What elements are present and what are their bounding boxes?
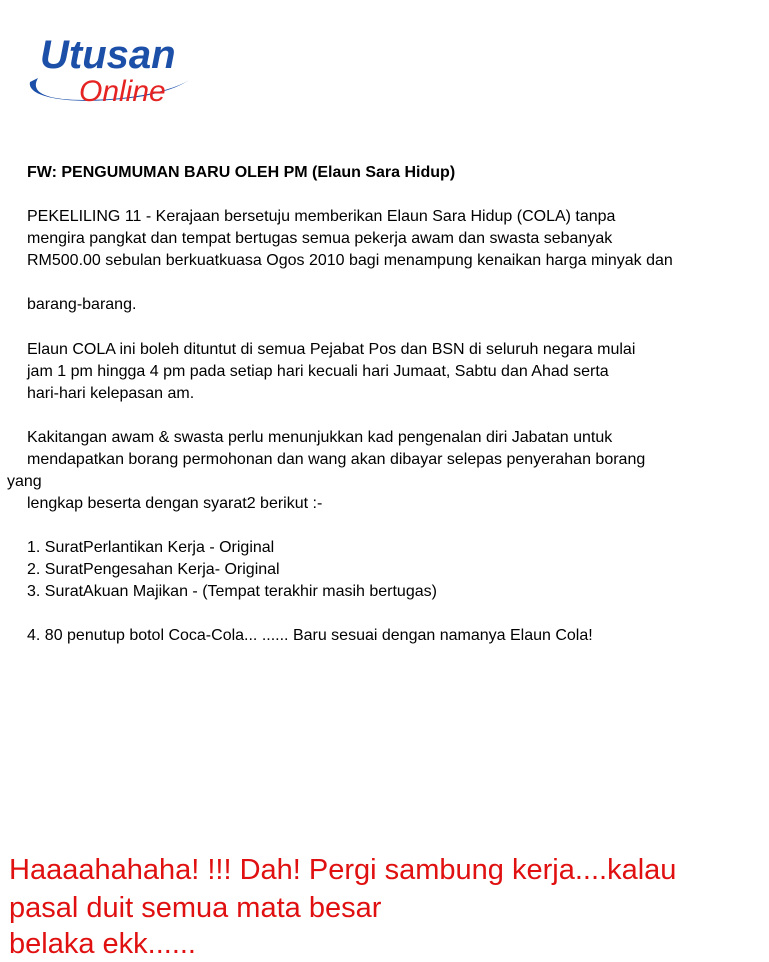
red-comment-line: Haaaahahaha! !!! Dah! Pergi sambung kerja....kalau xyxy=(9,854,677,886)
paragraph-line: RM500.00 sebulan berkuatkuasa Ogos 2010 bagi menampung kenaikan harga minyak dan xyxy=(27,252,673,269)
logo-word-online: Online xyxy=(79,75,166,108)
email-subject: FW: PENGUMUMAN BARU OLEH PM (Elaun Sara Hidup) xyxy=(27,164,456,181)
paragraph-line: PEKELILING 11 - Kerajaan bersetuju memberikan Elaun Sara Hidup (COLA) tanpa xyxy=(27,208,616,225)
red-comment-line: pasal duit semua mata besar xyxy=(9,892,382,924)
paragraph-line: jam 1 pm hingga 4 pm pada setiap hari kecuali hari Jumaat, Sabtu dan Ahad serta xyxy=(27,363,609,380)
paragraph-line: barang-barang. xyxy=(27,296,137,313)
list-item: 3. SuratAkuan Majikan - (Tempat terakhir masih bertugas) xyxy=(27,583,437,600)
paragraph-line: Kakitangan awam & swasta perlu menunjukkan kad pengenalan diri Jabatan untuk xyxy=(27,429,613,446)
list-item: 2. SuratPengesahan Kerja- Original xyxy=(27,561,280,578)
list-item: 1. SuratPerlantikan Kerja - Original xyxy=(27,539,275,556)
paragraph-line: hari-hari kelepasan am. xyxy=(27,385,195,402)
paragraph-line: yang xyxy=(7,473,42,490)
paragraph-line: mengira pangkat dan tempat bertugas semua pekerja awam dan swasta sebanyak xyxy=(27,230,613,247)
red-comment-line: belaka ekk...... xyxy=(9,928,196,960)
paragraph-line: Elaun COLA ini boleh dituntut di semua Pejabat Pos dan BSN di seluruh negara mulai xyxy=(27,341,636,358)
list-item: 4. 80 penutup botol Coca-Cola... ...... Baru sesuai dengan namanya Elaun Cola! xyxy=(27,627,593,644)
logo-graphic xyxy=(24,30,194,110)
utusan-online-logo xyxy=(24,30,194,110)
logo-word-utusan: Utusan xyxy=(40,33,176,77)
paragraph-line: lengkap beserta dengan syarat2 berikut :- xyxy=(27,495,323,512)
paragraph-line: mendapatkan borang permohonan dan wang akan dibayar selepas penyerahan borang xyxy=(27,451,646,468)
